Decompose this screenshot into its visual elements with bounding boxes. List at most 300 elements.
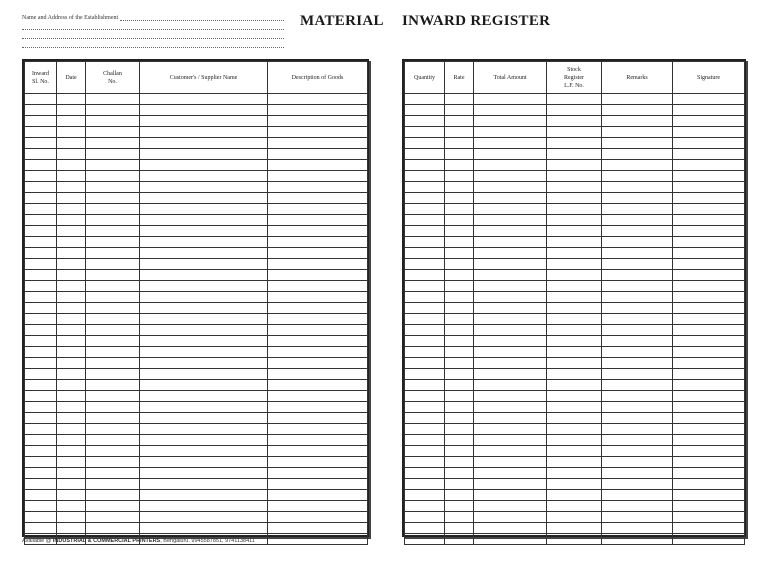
cell-sl[interactable]: [25, 490, 57, 501]
cell-date[interactable]: [57, 501, 86, 512]
cell-rate[interactable]: [445, 259, 474, 270]
cell-stock[interactable]: [547, 116, 602, 127]
cell-signature[interactable]: [673, 413, 745, 424]
cell-customer[interactable]: [140, 501, 268, 512]
cell-stock[interactable]: [547, 292, 602, 303]
cell-stock[interactable]: [547, 281, 602, 292]
cell-goods[interactable]: [268, 512, 368, 523]
cell-challan[interactable]: [86, 424, 140, 435]
cell-quantity[interactable]: [405, 468, 445, 479]
cell-challan[interactable]: [86, 402, 140, 413]
cell-remarks[interactable]: [602, 204, 673, 215]
cell-rate[interactable]: [445, 369, 474, 380]
cell-quantity[interactable]: [405, 347, 445, 358]
cell-goods[interactable]: [268, 160, 368, 171]
cell-date[interactable]: [57, 182, 86, 193]
cell-date[interactable]: [57, 380, 86, 391]
cell-signature[interactable]: [673, 424, 745, 435]
cell-challan[interactable]: [86, 193, 140, 204]
cell-customer[interactable]: [140, 457, 268, 468]
cell-quantity[interactable]: [405, 226, 445, 237]
cell-signature[interactable]: [673, 94, 745, 105]
cell-rate[interactable]: [445, 391, 474, 402]
cell-stock[interactable]: [547, 457, 602, 468]
cell-goods[interactable]: [268, 314, 368, 325]
cell-challan[interactable]: [86, 435, 140, 446]
cell-rate[interactable]: [445, 402, 474, 413]
cell-amount[interactable]: [474, 358, 547, 369]
cell-quantity[interactable]: [405, 215, 445, 226]
cell-stock[interactable]: [547, 358, 602, 369]
cell-sl[interactable]: [25, 369, 57, 380]
cell-goods[interactable]: [268, 248, 368, 259]
cell-rate[interactable]: [445, 281, 474, 292]
cell-quantity[interactable]: [405, 292, 445, 303]
cell-quantity[interactable]: [405, 336, 445, 347]
cell-sl[interactable]: [25, 468, 57, 479]
cell-stock[interactable]: [547, 259, 602, 270]
cell-signature[interactable]: [673, 501, 745, 512]
cell-customer[interactable]: [140, 226, 268, 237]
cell-goods[interactable]: [268, 116, 368, 127]
cell-goods[interactable]: [268, 193, 368, 204]
cell-date[interactable]: [57, 314, 86, 325]
cell-goods[interactable]: [268, 435, 368, 446]
cell-rate[interactable]: [445, 490, 474, 501]
cell-stock[interactable]: [547, 226, 602, 237]
cell-quantity[interactable]: [405, 435, 445, 446]
cell-quantity[interactable]: [405, 457, 445, 468]
cell-customer[interactable]: [140, 380, 268, 391]
cell-goods[interactable]: [268, 237, 368, 248]
cell-rate[interactable]: [445, 215, 474, 226]
cell-date[interactable]: [57, 105, 86, 116]
cell-date[interactable]: [57, 149, 86, 160]
cell-stock[interactable]: [547, 534, 602, 545]
cell-goods[interactable]: [268, 413, 368, 424]
cell-challan[interactable]: [86, 204, 140, 215]
cell-sl[interactable]: [25, 402, 57, 413]
cell-remarks[interactable]: [602, 468, 673, 479]
cell-signature[interactable]: [673, 292, 745, 303]
cell-amount[interactable]: [474, 523, 547, 534]
cell-signature[interactable]: [673, 204, 745, 215]
cell-quantity[interactable]: [405, 105, 445, 116]
cell-quantity[interactable]: [405, 138, 445, 149]
cell-quantity[interactable]: [405, 325, 445, 336]
cell-goods[interactable]: [268, 457, 368, 468]
cell-sl[interactable]: [25, 391, 57, 402]
cell-amount[interactable]: [474, 402, 547, 413]
cell-stock[interactable]: [547, 369, 602, 380]
cell-challan[interactable]: [86, 182, 140, 193]
cell-customer[interactable]: [140, 259, 268, 270]
cell-sl[interactable]: [25, 501, 57, 512]
cell-remarks[interactable]: [602, 171, 673, 182]
cell-customer[interactable]: [140, 479, 268, 490]
cell-challan[interactable]: [86, 413, 140, 424]
cell-remarks[interactable]: [602, 402, 673, 413]
cell-amount[interactable]: [474, 226, 547, 237]
cell-sl[interactable]: [25, 512, 57, 523]
cell-date[interactable]: [57, 457, 86, 468]
cell-goods[interactable]: [268, 171, 368, 182]
cell-rate[interactable]: [445, 446, 474, 457]
cell-challan[interactable]: [86, 325, 140, 336]
cell-signature[interactable]: [673, 380, 745, 391]
cell-amount[interactable]: [474, 303, 547, 314]
cell-sl[interactable]: [25, 127, 57, 138]
cell-date[interactable]: [57, 303, 86, 314]
cell-remarks[interactable]: [602, 127, 673, 138]
cell-amount[interactable]: [474, 369, 547, 380]
cell-sl[interactable]: [25, 446, 57, 457]
cell-date[interactable]: [57, 402, 86, 413]
cell-sl[interactable]: [25, 303, 57, 314]
cell-remarks[interactable]: [602, 336, 673, 347]
cell-amount[interactable]: [474, 336, 547, 347]
cell-challan[interactable]: [86, 215, 140, 226]
cell-stock[interactable]: [547, 270, 602, 281]
cell-customer[interactable]: [140, 413, 268, 424]
cell-stock[interactable]: [547, 512, 602, 523]
cell-challan[interactable]: [86, 292, 140, 303]
cell-quantity[interactable]: [405, 391, 445, 402]
cell-date[interactable]: [57, 479, 86, 490]
cell-customer[interactable]: [140, 193, 268, 204]
cell-rate[interactable]: [445, 303, 474, 314]
cell-challan[interactable]: [86, 512, 140, 523]
cell-challan[interactable]: [86, 501, 140, 512]
cell-challan[interactable]: [86, 314, 140, 325]
cell-customer[interactable]: [140, 391, 268, 402]
cell-challan[interactable]: [86, 380, 140, 391]
cell-signature[interactable]: [673, 116, 745, 127]
cell-sl[interactable]: [25, 259, 57, 270]
cell-goods[interactable]: [268, 336, 368, 347]
cell-stock[interactable]: [547, 501, 602, 512]
cell-remarks[interactable]: [602, 369, 673, 380]
cell-sl[interactable]: [25, 138, 57, 149]
cell-rate[interactable]: [445, 336, 474, 347]
cell-challan[interactable]: [86, 226, 140, 237]
cell-signature[interactable]: [673, 490, 745, 501]
cell-rate[interactable]: [445, 226, 474, 237]
cell-goods[interactable]: [268, 501, 368, 512]
cell-amount[interactable]: [474, 501, 547, 512]
cell-remarks[interactable]: [602, 391, 673, 402]
cell-customer[interactable]: [140, 424, 268, 435]
cell-goods[interactable]: [268, 490, 368, 501]
cell-remarks[interactable]: [602, 138, 673, 149]
cell-stock[interactable]: [547, 479, 602, 490]
cell-rate[interactable]: [445, 457, 474, 468]
cell-date[interactable]: [57, 237, 86, 248]
cell-remarks[interactable]: [602, 380, 673, 391]
cell-challan[interactable]: [86, 446, 140, 457]
cell-rate[interactable]: [445, 127, 474, 138]
cell-quantity[interactable]: [405, 237, 445, 248]
cell-stock[interactable]: [547, 523, 602, 534]
cell-amount[interactable]: [474, 512, 547, 523]
cell-quantity[interactable]: [405, 94, 445, 105]
cell-challan[interactable]: [86, 116, 140, 127]
cell-amount[interactable]: [474, 160, 547, 171]
cell-amount[interactable]: [474, 534, 547, 545]
cell-stock[interactable]: [547, 325, 602, 336]
cell-rate[interactable]: [445, 204, 474, 215]
cell-amount[interactable]: [474, 479, 547, 490]
cell-goods[interactable]: [268, 347, 368, 358]
cell-customer[interactable]: [140, 270, 268, 281]
cell-amount[interactable]: [474, 127, 547, 138]
cell-signature[interactable]: [673, 270, 745, 281]
cell-rate[interactable]: [445, 380, 474, 391]
cell-remarks[interactable]: [602, 193, 673, 204]
address-line-2[interactable]: [22, 30, 284, 39]
cell-challan[interactable]: [86, 523, 140, 534]
cell-rate[interactable]: [445, 270, 474, 281]
cell-rate[interactable]: [445, 523, 474, 534]
cell-date[interactable]: [57, 369, 86, 380]
cell-rate[interactable]: [445, 138, 474, 149]
cell-remarks[interactable]: [602, 314, 673, 325]
cell-signature[interactable]: [673, 468, 745, 479]
cell-challan[interactable]: [86, 248, 140, 259]
cell-stock[interactable]: [547, 413, 602, 424]
cell-stock[interactable]: [547, 127, 602, 138]
cell-customer[interactable]: [140, 369, 268, 380]
cell-stock[interactable]: [547, 248, 602, 259]
cell-signature[interactable]: [673, 457, 745, 468]
cell-sl[interactable]: [25, 226, 57, 237]
cell-sl[interactable]: [25, 116, 57, 127]
cell-goods[interactable]: [268, 369, 368, 380]
cell-amount[interactable]: [474, 215, 547, 226]
cell-signature[interactable]: [673, 347, 745, 358]
cell-goods[interactable]: [268, 281, 368, 292]
cell-signature[interactable]: [673, 193, 745, 204]
cell-amount[interactable]: [474, 413, 547, 424]
cell-customer[interactable]: [140, 402, 268, 413]
cell-remarks[interactable]: [602, 523, 673, 534]
cell-stock[interactable]: [547, 314, 602, 325]
cell-challan[interactable]: [86, 479, 140, 490]
cell-quantity[interactable]: [405, 248, 445, 259]
cell-remarks[interactable]: [602, 512, 673, 523]
cell-stock[interactable]: [547, 204, 602, 215]
cell-sl[interactable]: [25, 479, 57, 490]
cell-amount[interactable]: [474, 424, 547, 435]
cell-stock[interactable]: [547, 303, 602, 314]
cell-remarks[interactable]: [602, 237, 673, 248]
cell-amount[interactable]: [474, 138, 547, 149]
cell-challan[interactable]: [86, 259, 140, 270]
cell-remarks[interactable]: [602, 182, 673, 193]
cell-remarks[interactable]: [602, 446, 673, 457]
cell-rate[interactable]: [445, 512, 474, 523]
cell-goods[interactable]: [268, 138, 368, 149]
cell-signature[interactable]: [673, 534, 745, 545]
cell-customer[interactable]: [140, 303, 268, 314]
cell-date[interactable]: [57, 347, 86, 358]
cell-amount[interactable]: [474, 391, 547, 402]
cell-date[interactable]: [57, 413, 86, 424]
cell-customer[interactable]: [140, 446, 268, 457]
cell-stock[interactable]: [547, 446, 602, 457]
cell-customer[interactable]: [140, 215, 268, 226]
cell-quantity[interactable]: [405, 149, 445, 160]
cell-rate[interactable]: [445, 105, 474, 116]
cell-rate[interactable]: [445, 534, 474, 545]
cell-amount[interactable]: [474, 468, 547, 479]
cell-sl[interactable]: [25, 94, 57, 105]
cell-sl[interactable]: [25, 292, 57, 303]
cell-quantity[interactable]: [405, 512, 445, 523]
cell-remarks[interactable]: [602, 259, 673, 270]
cell-signature[interactable]: [673, 314, 745, 325]
cell-stock[interactable]: [547, 347, 602, 358]
cell-stock[interactable]: [547, 138, 602, 149]
cell-quantity[interactable]: [405, 490, 445, 501]
cell-sl[interactable]: [25, 237, 57, 248]
cell-amount[interactable]: [474, 457, 547, 468]
cell-amount[interactable]: [474, 325, 547, 336]
cell-quantity[interactable]: [405, 193, 445, 204]
cell-customer[interactable]: [140, 347, 268, 358]
cell-signature[interactable]: [673, 336, 745, 347]
cell-amount[interactable]: [474, 116, 547, 127]
cell-sl[interactable]: [25, 270, 57, 281]
cell-signature[interactable]: [673, 182, 745, 193]
cell-quantity[interactable]: [405, 259, 445, 270]
cell-goods[interactable]: [268, 446, 368, 457]
cell-goods[interactable]: [268, 149, 368, 160]
cell-goods[interactable]: [268, 105, 368, 116]
cell-sl[interactable]: [25, 358, 57, 369]
cell-signature[interactable]: [673, 105, 745, 116]
cell-stock[interactable]: [547, 424, 602, 435]
cell-goods[interactable]: [268, 127, 368, 138]
cell-goods[interactable]: [268, 534, 368, 545]
cell-stock[interactable]: [547, 182, 602, 193]
cell-customer[interactable]: [140, 171, 268, 182]
cell-remarks[interactable]: [602, 281, 673, 292]
cell-rate[interactable]: [445, 94, 474, 105]
cell-remarks[interactable]: [602, 215, 673, 226]
cell-sl[interactable]: [25, 435, 57, 446]
cell-quantity[interactable]: [405, 270, 445, 281]
cell-stock[interactable]: [547, 402, 602, 413]
cell-customer[interactable]: [140, 512, 268, 523]
cell-challan[interactable]: [86, 270, 140, 281]
cell-sl[interactable]: [25, 314, 57, 325]
cell-signature[interactable]: [673, 479, 745, 490]
cell-remarks[interactable]: [602, 424, 673, 435]
cell-rate[interactable]: [445, 182, 474, 193]
cell-signature[interactable]: [673, 127, 745, 138]
cell-customer[interactable]: [140, 94, 268, 105]
cell-signature[interactable]: [673, 512, 745, 523]
cell-quantity[interactable]: [405, 413, 445, 424]
cell-challan[interactable]: [86, 160, 140, 171]
cell-sl[interactable]: [25, 347, 57, 358]
cell-challan[interactable]: [86, 369, 140, 380]
cell-remarks[interactable]: [602, 94, 673, 105]
cell-date[interactable]: [57, 226, 86, 237]
cell-remarks[interactable]: [602, 303, 673, 314]
cell-customer[interactable]: [140, 248, 268, 259]
cell-rate[interactable]: [445, 193, 474, 204]
cell-stock[interactable]: [547, 105, 602, 116]
cell-date[interactable]: [57, 138, 86, 149]
cell-rate[interactable]: [445, 325, 474, 336]
cell-amount[interactable]: [474, 149, 547, 160]
cell-stock[interactable]: [547, 171, 602, 182]
cell-remarks[interactable]: [602, 292, 673, 303]
cell-sl[interactable]: [25, 413, 57, 424]
cell-signature[interactable]: [673, 281, 745, 292]
cell-goods[interactable]: [268, 402, 368, 413]
cell-challan[interactable]: [86, 490, 140, 501]
cell-date[interactable]: [57, 270, 86, 281]
cell-customer[interactable]: [140, 358, 268, 369]
cell-rate[interactable]: [445, 468, 474, 479]
cell-challan[interactable]: [86, 105, 140, 116]
cell-customer[interactable]: [140, 325, 268, 336]
cell-signature[interactable]: [673, 138, 745, 149]
cell-amount[interactable]: [474, 171, 547, 182]
cell-remarks[interactable]: [602, 534, 673, 545]
cell-challan[interactable]: [86, 468, 140, 479]
cell-date[interactable]: [57, 358, 86, 369]
cell-challan[interactable]: [86, 457, 140, 468]
cell-sl[interactable]: [25, 215, 57, 226]
cell-challan[interactable]: [86, 391, 140, 402]
cell-customer[interactable]: [140, 138, 268, 149]
cell-rate[interactable]: [445, 314, 474, 325]
cell-goods[interactable]: [268, 358, 368, 369]
cell-date[interactable]: [57, 171, 86, 182]
cell-date[interactable]: [57, 325, 86, 336]
cell-rate[interactable]: [445, 171, 474, 182]
cell-quantity[interactable]: [405, 281, 445, 292]
cell-remarks[interactable]: [602, 435, 673, 446]
cell-quantity[interactable]: [405, 380, 445, 391]
cell-rate[interactable]: [445, 116, 474, 127]
cell-customer[interactable]: [140, 204, 268, 215]
cell-goods[interactable]: [268, 380, 368, 391]
cell-remarks[interactable]: [602, 358, 673, 369]
cell-quantity[interactable]: [405, 534, 445, 545]
cell-quantity[interactable]: [405, 116, 445, 127]
cell-amount[interactable]: [474, 292, 547, 303]
cell-quantity[interactable]: [405, 204, 445, 215]
cell-customer[interactable]: [140, 490, 268, 501]
cell-date[interactable]: [57, 259, 86, 270]
cell-customer[interactable]: [140, 116, 268, 127]
cell-signature[interactable]: [673, 226, 745, 237]
cell-customer[interactable]: [140, 237, 268, 248]
cell-date[interactable]: [57, 204, 86, 215]
cell-stock[interactable]: [547, 380, 602, 391]
cell-signature[interactable]: [673, 446, 745, 457]
cell-customer[interactable]: [140, 160, 268, 171]
cell-rate[interactable]: [445, 358, 474, 369]
cell-sl[interactable]: [25, 457, 57, 468]
cell-amount[interactable]: [474, 270, 547, 281]
cell-stock[interactable]: [547, 215, 602, 226]
